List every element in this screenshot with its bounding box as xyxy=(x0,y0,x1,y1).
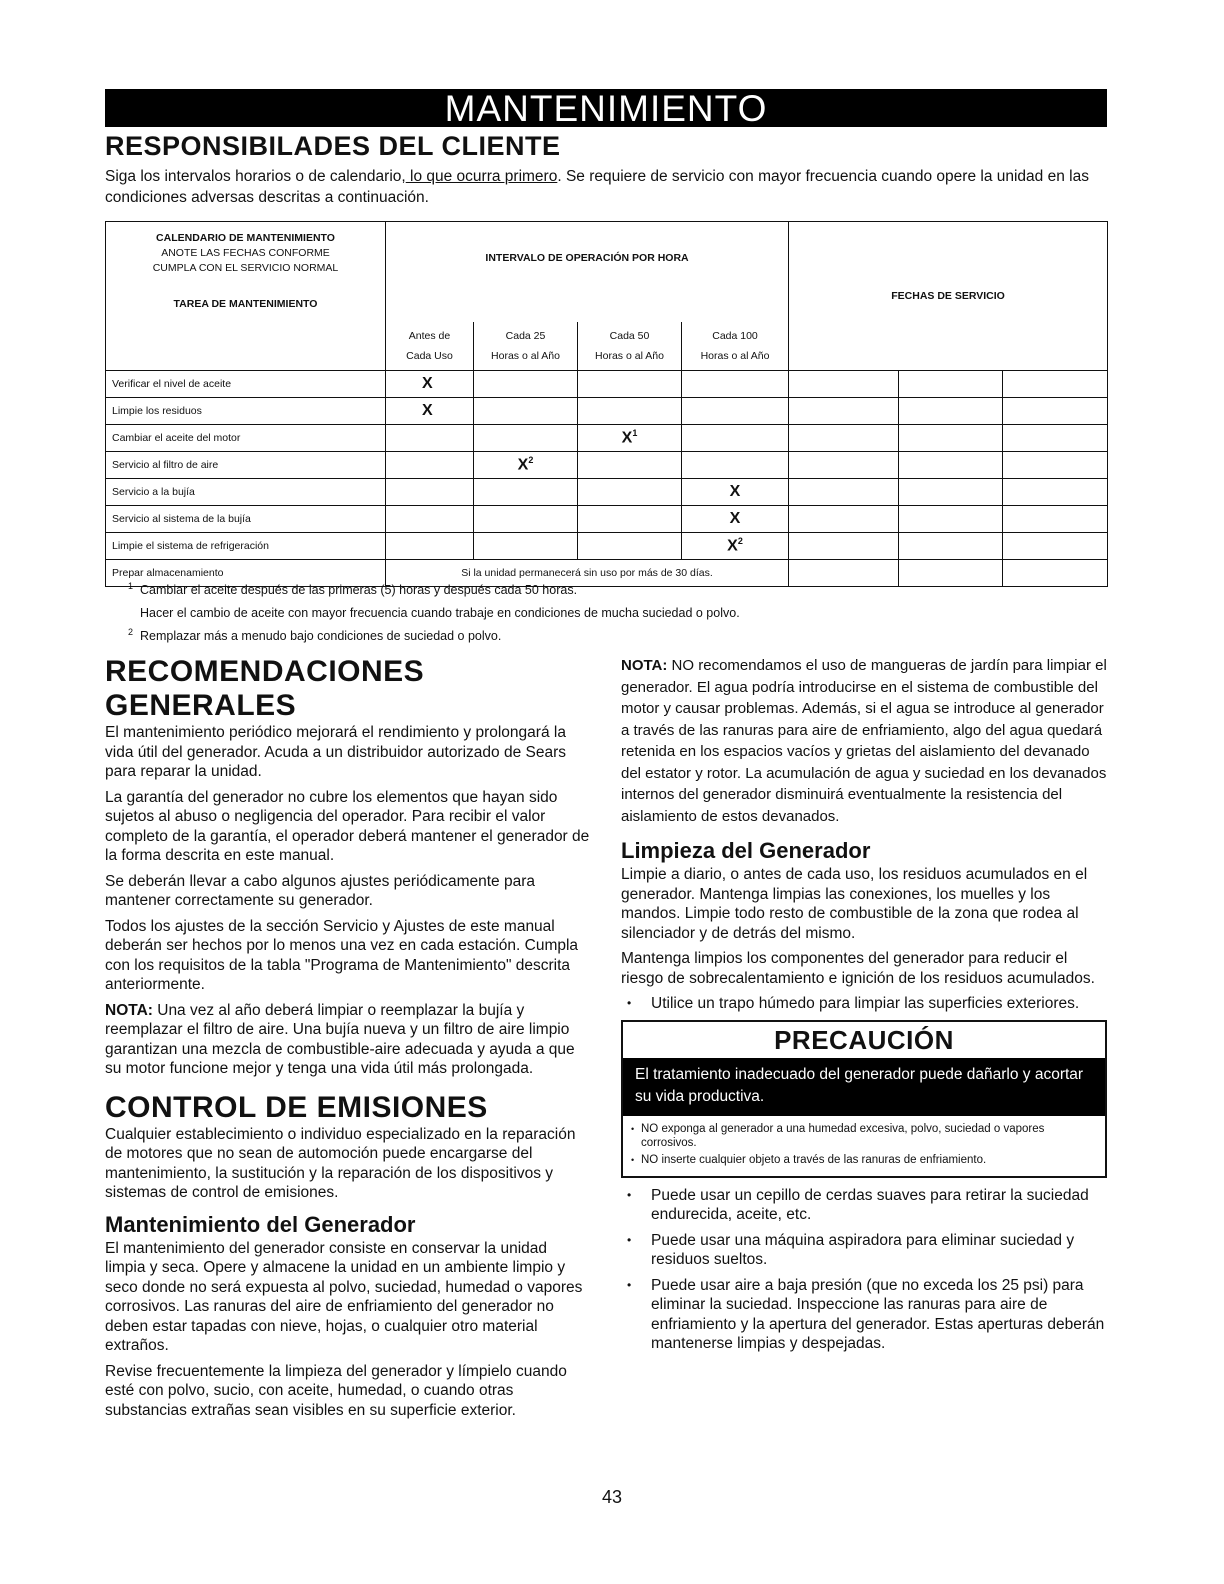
right-column xyxy=(621,655,1107,1360)
service-date-cell[interactable] xyxy=(789,533,899,560)
task-cell: Verificar el nivel de aceite xyxy=(106,371,386,398)
table-row xyxy=(106,452,1108,479)
interval-cell xyxy=(386,533,474,560)
table-row xyxy=(106,425,1108,452)
interval-subheader xyxy=(682,322,789,371)
service-date-cell[interactable] xyxy=(899,398,1003,425)
service-date-cell[interactable] xyxy=(899,506,1003,533)
rec-paragraph-3: Se deberán llevar a cabo algunos ajustes periódicamente para mantener correctamente su generador. xyxy=(105,872,535,909)
interval-mark: X xyxy=(422,375,433,392)
task-cell: Limpie el sistema de refrigeración xyxy=(106,533,386,560)
service-date-cell[interactable] xyxy=(789,425,899,452)
table-row xyxy=(106,479,1108,506)
interval-cell xyxy=(474,533,578,560)
interval-cell xyxy=(386,371,474,398)
service-date-cell[interactable] xyxy=(1003,506,1108,533)
interval-cell xyxy=(578,425,682,452)
emissions-control-heading: CONTROL DE EMISIONES xyxy=(105,1090,488,1124)
service-date-cell[interactable] xyxy=(789,506,899,533)
footnote-ref: 2 xyxy=(528,455,534,466)
interval-cell xyxy=(682,398,789,425)
footnote-2 xyxy=(128,627,502,643)
interval-cell xyxy=(682,533,789,560)
rec-paragraph-4: Todos los ajustes de la sección Servicio y Ajustes de este manual deberán ser hechos por lo menos una vez en cada estación. Cumpla con los requisitos de la tabla "Programa de Mantenimiento" descrita anteriormente. xyxy=(105,917,579,993)
maintenance-paragraph-1: El mantenimiento del generador consiste en conservar la unidad limpia y seca. Opere y almacene la unidad en un ambiente limpio y seco donde no será expuesta al polvo, suciedad, humedad o vapores corrosivos. Las ranuras del aire de enfriamiento del generador no deben estar tapadas con nieve, hojas, o cualquier otro material extraños. xyxy=(105,1239,583,1354)
caution-box xyxy=(621,1020,1107,1178)
footnote-2-marker: 2 xyxy=(128,627,134,637)
table-row xyxy=(106,533,1108,560)
service-date-cell[interactable] xyxy=(1003,452,1108,479)
list-item: • Puede usar un cepillo de cerdas suaves para retirar la suciedad endurecida, aceite, etc. xyxy=(621,1186,1107,1225)
interval-cell xyxy=(386,479,474,506)
generator-cleaning-heading: Limpieza del Generador xyxy=(621,838,871,863)
interval-cell xyxy=(682,371,789,398)
note-label: NOTA: xyxy=(105,1001,153,1019)
service-date-cell[interactable] xyxy=(899,479,1003,506)
interval-subheader-line-2: Horas o al Año xyxy=(700,350,770,362)
interval-subheader-line-2: Cada Uso xyxy=(406,350,453,362)
task-cell: Servicio a la bujía xyxy=(106,479,386,506)
customer-responsibilities-heading: RESPONSIBILADES DEL CLIENTE xyxy=(105,131,561,161)
schedule-calendar-label: CALENDARIO DE MANTENIMIENTO xyxy=(156,232,335,244)
list-item: • Puede usar aire a baja presión (que no exceda los 25 psi) para eliminar la suciedad. Inspeccione las ranuras para aire de enfriamiento y la apertura del generador. Estas aperturas deberán mantenerse limpias y despejadas. xyxy=(621,1276,1107,1354)
footnote-1-marker: 1 xyxy=(128,581,134,591)
caution-list xyxy=(623,1116,1105,1176)
hose-note-paragraph xyxy=(621,655,1107,827)
intro-text-b: . Se requiere de servicio con mayor frecuencia cuando opere la unidad en las condiciones adversas descritas a continuación. xyxy=(105,168,1089,206)
interval-cell xyxy=(474,371,578,398)
service-date-cell[interactable] xyxy=(899,452,1003,479)
interval-subheader-line-1: Cada 50 xyxy=(609,330,650,342)
service-date-cell[interactable] xyxy=(789,560,899,587)
interval-subheader xyxy=(386,322,474,371)
interval-cell xyxy=(386,425,474,452)
service-date-cell[interactable] xyxy=(789,371,899,398)
interval-cell xyxy=(578,506,682,533)
interval-cell xyxy=(682,452,789,479)
service-date-cell[interactable] xyxy=(789,479,899,506)
interval-cell xyxy=(386,506,474,533)
list-item: • NO exponga al generador a una humedad excesiva, polvo, suciedad o vapores corrosivos. xyxy=(631,1122,1097,1150)
service-date-cell[interactable] xyxy=(899,371,1003,398)
interval-mark: X xyxy=(422,402,433,419)
caution-warning-text: El tratamiento inadecuado del generador puede dañarlo y acortar su vida productiva. xyxy=(623,1058,1105,1116)
service-date-cell[interactable] xyxy=(899,533,1003,560)
service-date-cell[interactable] xyxy=(789,452,899,479)
interval-cell xyxy=(474,425,578,452)
footnote-ref: 1 xyxy=(632,428,638,439)
cleaning-paragraph-2: Mantenga limpios los componentes del generador para reducir el riesgo de sobrecalentamiento e ignición de los residuos acumulados. xyxy=(621,950,1095,987)
interval-cell xyxy=(474,398,578,425)
rec-note-paragraph xyxy=(105,1001,590,1079)
rec-paragraph-1: El mantenimiento periódico mejorará el rendimiento y prolongará la vida útil del generador. Acuda a un distribuidor autorizado de Sears para reparar la unidad. xyxy=(105,724,566,780)
intro-paragraph xyxy=(105,166,1105,208)
footnote-2-text: Remplazar más a menudo bajo condiciones de suciedad o polvo. xyxy=(140,629,502,643)
storage-note-cell: Si la unidad permanecerá sin uso por más de 30 días. xyxy=(386,560,789,587)
table-row xyxy=(106,371,1108,398)
left-column xyxy=(105,655,590,1426)
footnote-ref: 2 xyxy=(737,536,743,547)
interval-mark: X xyxy=(517,456,529,474)
interval-subheader-line-1: Cada 25 xyxy=(505,330,546,342)
service-date-cell[interactable] xyxy=(1003,398,1108,425)
interval-cell xyxy=(578,479,682,506)
task-cell: Limpie los residuos xyxy=(106,398,386,425)
section-banner: MANTENIMIENTO xyxy=(105,89,1107,127)
interval-mark: X xyxy=(729,483,741,500)
emissions-paragraph: Cualquier establecimiento o individuo especializado en la reparación de motores que no sean de automoción puede encargarse del mantenimiento, la sustitución y la reparación de los dispositivos y sistemas de control de emisiones. xyxy=(105,1125,576,1201)
interval-subheader-line-1: Antes de xyxy=(408,330,451,342)
footnote-1-text: Cambiar el aceite después de las primeras (5) horas y después cada 50 horas. xyxy=(140,583,578,597)
service-dates-header: FECHAS DE SERVICIO xyxy=(789,222,1108,371)
interval-cell xyxy=(682,506,789,533)
interval-subheader-line-2: Horas o al Año xyxy=(595,350,664,362)
interval-cell xyxy=(578,371,682,398)
service-date-cell[interactable] xyxy=(1003,425,1108,452)
service-date-cell[interactable] xyxy=(789,398,899,425)
general-recommendations-heading: RECOMENDACIONES GENERALES xyxy=(105,655,425,722)
footnote-1b xyxy=(140,606,740,620)
list-item: • Utilice un trapo húmedo para limpiar las superficies exteriores. xyxy=(621,994,1107,1014)
service-date-cell[interactable] xyxy=(1003,479,1108,506)
schedule-task-label: TAREA DE MANTENIMIENTO xyxy=(173,298,318,310)
task-cell: Servicio al sistema de la bujía xyxy=(106,506,386,533)
interval-cell xyxy=(386,452,474,479)
interval-cell xyxy=(682,479,789,506)
service-date-cell[interactable] xyxy=(899,425,1003,452)
interval-cell xyxy=(578,398,682,425)
table-row xyxy=(106,506,1108,533)
interval-cell xyxy=(474,452,578,479)
page-number: 43 xyxy=(601,1487,623,1507)
cleaning-paragraph-1: Limpie a diario, o antes de cada uso, los residuos acumulados en el generador. Mantenga limpias las conexiones, los muelles y los mandos. Limpie todo resto de combustible de la zona que rodea al silenciador y de detrás del mismo. xyxy=(621,866,1088,942)
footnote-1b-text: Hacer el cambio de aceite con mayor frecuencia cuando trabaje en condiciones de mucha suciedad o polvo. xyxy=(140,606,740,620)
interval-cell xyxy=(474,506,578,533)
task-cell: Cambiar el aceite del motor xyxy=(106,425,386,452)
note-label: NOTA: xyxy=(621,657,668,674)
caution-title: PRECAUCIÓN xyxy=(774,1024,954,1055)
interval-subheader-line-1: Cada 100 xyxy=(712,330,758,342)
cleaning-bullets-b xyxy=(621,1186,1107,1354)
interval-header: INTERVALO DE OPERACIÓN POR HORA xyxy=(386,222,789,323)
rec-paragraph-2: La garantía del generador no cubre los elementos que hayan sido sujetos al abuso o negligencia del operador. Para recibir el valor completo de la garantía, el operador deberá mantener el generador de la forma descrita en este manual. xyxy=(105,788,590,864)
maintenance-paragraph-2: Revise frecuentemente la limpieza del generador y límpielo cuando esté con polvo, sucio, con aceite, humedad, o cuando otras substancias extrañas sean visibles en su superficie exterior. xyxy=(105,1362,567,1419)
interval-subheader xyxy=(474,322,578,371)
task-cell: Prepar almacenamiento xyxy=(106,560,386,587)
interval-cell xyxy=(578,452,682,479)
interval-subheader xyxy=(578,322,682,371)
interval-cell xyxy=(682,425,789,452)
hose-note-text: NO recomendamos el uso de mangueras de jardín para limpiar el generador. El agua podría introducirse en el sistema de combustible del motor y causar problemas. Además, si el agua se introduce al generador a través de las ranuras para aire de enfriamiento, algo del agua quedará retenida en los espacios vacíos y grietas del aislamiento del devanado del estator y rotor. La acumulación de agua y suciedad en los devanados internos del generador disminuirá eventualmente la resistencia del aislamiento de estos devanados. xyxy=(621,657,1107,825)
interval-cell xyxy=(386,398,474,425)
service-date-cell[interactable] xyxy=(1003,533,1108,560)
interval-subheader-line-2: Horas o al Año xyxy=(491,350,560,362)
interval-cell xyxy=(474,479,578,506)
interval-mark: X xyxy=(727,537,738,555)
service-date-cell[interactable] xyxy=(899,560,1003,587)
generator-maintenance-heading: Mantenimiento del Generador xyxy=(105,1211,416,1237)
intro-underlined: lo que ocurra primero xyxy=(405,168,558,185)
interval-cell xyxy=(578,533,682,560)
footnote-1 xyxy=(128,581,578,597)
list-item: • Puede usar una máquina aspiradora para eliminar suciedad y residuos sueltos. xyxy=(621,1231,1107,1270)
table-row xyxy=(106,398,1108,425)
schedule-header-left xyxy=(106,222,386,371)
maintenance-schedule-table xyxy=(105,221,1108,587)
interval-mark: X xyxy=(729,510,741,527)
cleaning-bullets-a xyxy=(621,994,1107,1014)
rec-note-text: Una vez al año deberá limpiar o reemplazar la bujía y reemplazar el filtro de aire. Una bujía nueva y un filtro de aire limpio garantizan una mezcla de combustible-aire adecuada y ayuda a que su motor funcione mejor y tenga una vida útil más prolongada. xyxy=(105,1001,575,1077)
schedule-note-1: ANOTE LAS FECHAS CONFORME xyxy=(161,247,330,259)
interval-mark: X xyxy=(621,429,633,447)
schedule-note-2: CUMPLA CON EL SERVICIO NORMAL xyxy=(152,262,339,274)
task-cell: Servicio al filtro de aire xyxy=(106,452,386,479)
service-date-cell[interactable] xyxy=(1003,371,1108,398)
service-date-cell[interactable] xyxy=(1003,560,1108,587)
list-item: • NO inserte cualquier objeto a través de las ranuras de enfriamiento. xyxy=(631,1153,1097,1167)
intro-text-a: Siga los intervalos horarios o de calendario, xyxy=(105,168,406,185)
